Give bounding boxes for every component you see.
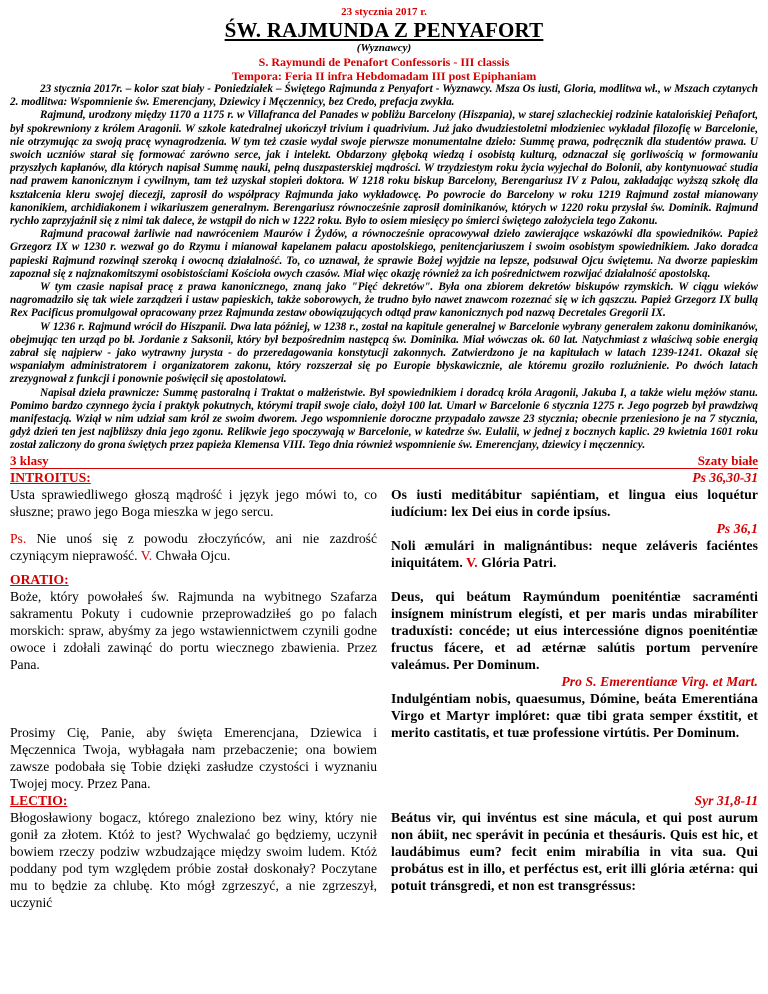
commemoration-label: Pro S. Emerentianæ Virg. et Mart. [561,673,758,689]
intro-paragraph: 23 stycznia 2017r. – kolor szat biały - Poniedziałek – Świętego Rajmunda z Penyafort - Wyznawcy. Msza Os iusti, Gloria, modlitwa wł., w Mszach czytanych 2. modlitwa: Wspomnienie św. Emerencjany, Dziewicy i Męczennicy, bez Credo, prefacja zwykła. [10,83,758,109]
vestment-color: Szaty białe [697,452,758,468]
intro-paragraph: Rajmund, urodzony między 1170 a 1175 r. w Villafranca del Panades w pobliżu Barcelony (Hiszpania), w starej szlacheckiej rodzinie katalońskiej Peñafort, był spokrewniony z królem Aragonii. W szkole katedralnej ukończył trivium i quadrivium. Już jako dwudziestoletni młodzieniec wykładał filozofię w Barcelonie, nie otrzymując za swoją pracę wynagrodzenia. W tym też czasie wydał swoje pierwsze monumentalne dzieło: Summę prawa, podręcznik dla studentów prawa. U swoich uczniów starał się formować zarówno serce, jak i intelekt. Obdarzony głęboką wiedzą i osobistą kulturą, odznaczał się gorliwością w formowaniu przyszłych kapłanów, dla których napisał Summę nauki, pełną duszpasterskiej mądrości. W trzydziestym roku życia wyjechał do Bolonii, aby kontynuować studia nad prawem kanonicznym i cywilnym, tam też uzyskał stopień doktora. W 1218 roku biskup Barcelony, Berengariusz IV z Palou, zakładając wyższą szkołę dla kształcenia kleru swojej diecezji, zaprosił do współpracy Rajmunda jako wykładowcę. Po powrocie do Barcelony w roku 1219 Rajmund został mianowany kanonikiem, archidiakonem i wikariuszem generalnym. Berengariusz równocześnie zaprosił dominikanów, których w 1220 roku przysłał św. Dominik. Rajmund rychło zaprzyjaźnił się z nimi tak dalece, że wstąpił do nich w 1222 roku. Było to osiem miesięcy po śmierci świętego założyciela tego Zakonu. [10,109,758,228]
lectio-latin: Beátus vir, qui invéntus est sine mácula, et qui post aurum non ábiit, nec sperávit in pecúnia et thesáuris. Quis est hic, et laudábimus eum? fecit enim mirabília in vita sua. Qui probátus est in illo, et perféctus est, erit illi glória ætérna: qui potuit tránsgredi, et non est transgréssus: [391,809,758,893]
commemoration-pl: Prosimy Cię, Panie, aby święta Emerencjana, Dziewica i Męczennica Twoja, wybłagała nam przebaczenie; ona bowiem zawsze podobała się Tobie dzięki zasłudze czystości i wyznaniu Twojej mocy. Przez Pana. [10,724,377,791]
introitus-label: INTROITUS: [10,469,91,485]
page [10,0,758,911]
introitus-latin [391,486,758,571]
intro-paragraph: Napisał dzieła prawnicze: Summę pastoralną i Traktat o małżeństwie. Był spowiednikiem i doradcą króla Aragonii, Jakuba I, a także wielu mężów stanu. Pomimo bardzo czynnego życia i praktyk pokutnych, którymi trapił swoje ciało, dożył 100 lat. Umarł w Barcelonie 6 stycznia 1275 r. Jego pogrzeb był prawdziwą manifestacją. Wziął w nim udział sam król ze swoim dworem. Jego wspomnienie doroczne przypadało zawsze 23 stycznia; obecnie przeniesiono je na 7 stycznia, gdyż dzień ten jest najbliższy dnia jego zgonu. Relikwie jego spoczywają w Barcelonie, w katedrze św. Eulalii, w jednej z bocznych kaplic. 29 kwietnia 1601 roku został zaliczony do grona świętych przez papieża Klemensa VIII. Tego dnia również wspomnienie św. Emerencjany, dziewicy i męczennicy. [10,386,758,452]
psalm-ref: Ps 36,1 [716,520,758,536]
page-title: ŚW. RAJMUNDA Z PENYAFORT [224,18,544,42]
intro-paragraph: W 1236 r. Rajmund wrócił do Hiszpanii. Dwa lata później, w 1238 r., został na kapitule generalnej w Barcelonie wybrany generałem zakonu dominikanów, obejmując ten urząd po bł. Jordanie z Saksonii, który był bezpośrednim następcą św. Dominika. Miał wówczas ok. 60 lat. Natychmiast z właściwą sobie energią zabrał się najpierw - jako wytrawny jurysta - do przeredagowania konstytucji zakonnych. Zatwierdzono je na kapitułach w latach 1239-1241. Okazał się wspaniałym administratorem i organizatorem zakonu, który rozszerzał się po Europie błyskawicznie, ale któremu groziło rozluźnienie. Po dwóch latach zrezygnował z funkcji i ponownie poświęcił się apostolatowi. [10,320,758,386]
introitus-polish [10,486,377,571]
introitus-pl-text: Usta sprawiedliwego głoszą mądrość i język jego mówi to, co słuszne; prawo jego Boga mieszka w jego sercu. [10,486,377,519]
introitus-ref: Ps 36,30-31 [692,469,758,485]
oratio-latin: Deus, qui beátum Raymúndum poeniténtiæ sacraménti insígnem minístrum elegísti, et per maris undas mirabíliter traduxísti: concéde; ut eius intercessióne dignos poeniténtiæ fructus fácere, et ad ætérnæ salútis portum perveníre valeámus. Per Dominum. Pro S. Emerentianæ Virg. et Mart. Indulgéntiam nobis, quaesumus, Dómine, beáta Emerentiána Virgo et Martyr implóret: quæ tibi grata semper éxstitit, et merito castitatis, et tuæ professione virtútis. Per Dominum. [391,588,758,740]
introitus-psalm-la: Noli æmulári in malignántibus: neque zeláveris faciéntes iniquitátem. V. Glória Patri. [391,537,758,570]
introitus-psalm-pl: Ps. Nie unoś się z powodu złoczyńców, ani nie zazdrość czyniącym nieprawość. V. Chwała Ojcu. [10,530,377,563]
introitus-header [10,469,758,486]
intro-paragraph: Rajmund pracował żarliwie nad nawróceniem Maurów i Żydów, a równocześnie opracowywał dzieło zawierające wskazówki dla spowiedników. Papież Grzegorz IX w 1230 r. wezwał go do Rzymu i mianował kapelanem pałacu apostolskiego, penitencjariuszem i swoim osobistym spowiednikiem. Jako doradca papieski Rajmund rozwinął szeroką i owocną działalność. To, co uznawał, że sprawie Bożej wyjdzie na lepsze, podsuwał Ojcu świętemu. Na dworze papieskim zapoznał się z najznakomitszymi osobistościami Kościoła owych czasów. Miał więc okazję również za ich pośrednictwem rozwijać działalność apostolską. [10,228,758,280]
tempora-line: Tempora: Feria II infra Hebdomadam III post Epiphaniam [231,69,537,83]
lectio-label: LECTIO: [10,792,68,808]
oratio-label: ORATIO: [10,571,69,587]
lectio-polish: Błogosławiony bogacz, którego znaleziono bez winy, który nie gonił za złotem. Któż to jest? Wychwalać go będziemy, uczynił bowiem rzeczy podziw wzbudzające między swoim ludem. Któż poddany pod tym względem próbie został doskonały? Poczytane mu to będzie za chlubę. Kto mógł zgrzeszyć, a nie zgrzeszył, uczynić [10,809,377,910]
intro-text [10,83,758,453]
lectio-header [10,792,758,809]
lectio-ref: Syr 31,8-11 [694,792,758,808]
introitus-la-text: Os iusti meditábitur sapiéntiam, et lingua eius loquétur iudícium: lex Dei eius in corde ipsíus. [391,486,758,519]
latin-title: S. Raymundi de Penafort Confessoris - III classis [258,55,510,69]
oratio-polish: Boże, który powołałeś św. Rajmunda na wybitnego Szafarza sakramentu Pokuty i cudownie przeprowadziłeś go po falach morskich: spraw, abyśmy za jego wstawiennictwem czynili godne owoce i zdołali zawinąć do portu wiecznego zbawienia. Przez Pana. Prosimy Cię, Panie, aby święta Emerencjana, Dziewica i Męczennica Twoja, wybłagała nam przebaczenie; ona bowiem zawsze podobała się Tobie dzięki zasłudze czystości i wyznaniu Twojej mocy. Przez Pana. [10,588,377,791]
page-date: 23 stycznia 2017 r. [341,6,427,18]
commemoration-la: Indulgéntiam nobis, quaesumus, Dómine, beáta Emerentiána Virgo et Martyr implóret: quæ tibi grata semper éxstitit, et merito castitatis, et tuæ professione virtútis. Per Dominum. [391,690,758,740]
lectio-body [10,809,758,911]
class-bar [10,453,758,469]
introitus-body [10,486,758,571]
psalm-marker: Ps. [10,530,27,546]
class-label: 3 klasy [10,452,49,468]
page-subtitle: (Wyznawcy) [356,42,412,54]
oratio-body [10,588,758,792]
intro-paragraph: W tym czasie napisał pracę z prawa kanonicznego, znaną jako "Pięć dekretów". Była ona zbiorem dekretów biskupów rzymskich. W ciągu wieków nagromadziło się tak wiele zarządzeń i ustaw papieskich, także soborowych, że trudno było nawet znawcom rozeznać się w ich gąszczu. Papież Grzegorz IX bullą Rex Pacificus promulgował opracowany przez Rajmunda zestaw obowiązujących odtąd praw kanonicznych pod nazwą Decretales Gregorii IX. [10,281,758,320]
